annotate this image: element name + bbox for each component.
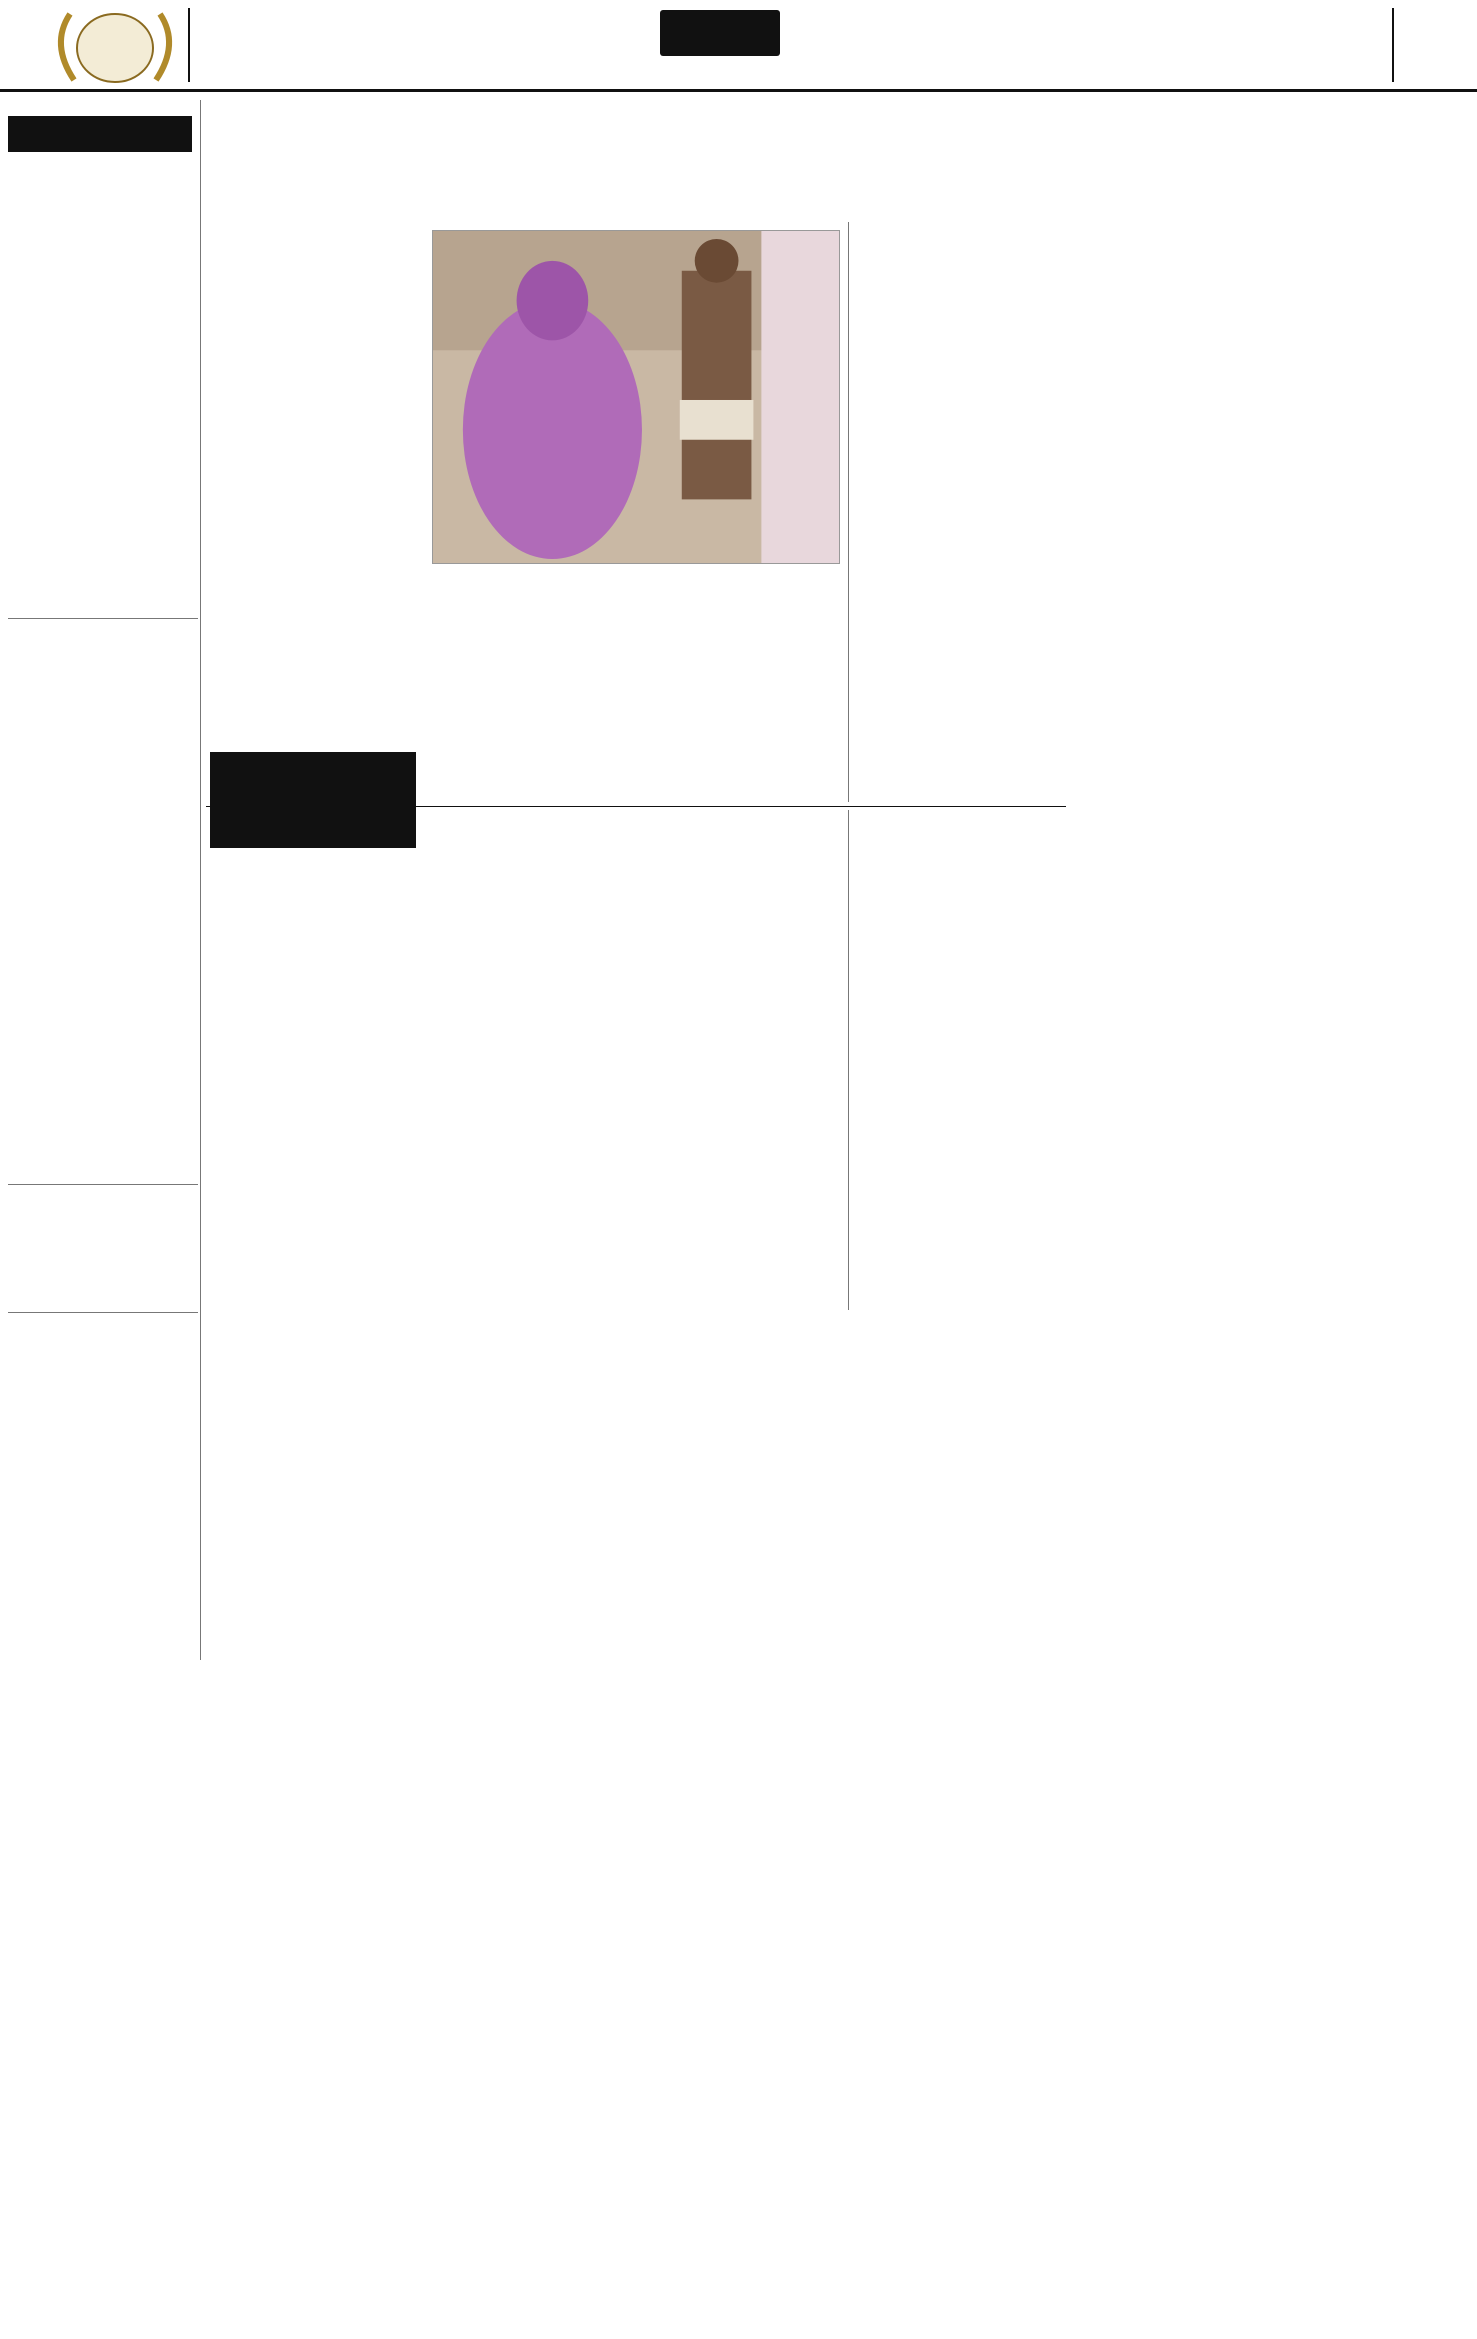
column-rule <box>200 100 201 1660</box>
wreath-icon <box>40 4 190 88</box>
column-rule <box>848 810 849 1310</box>
anniversary-logo <box>40 4 190 88</box>
page-number-divider <box>1392 8 1394 82</box>
lead-body-col3 <box>856 222 1054 800</box>
brief-4-body <box>8 1422 198 1662</box>
brief-1-body <box>8 278 198 614</box>
lead-body-col1 <box>214 248 424 800</box>
sculptor-photo <box>432 230 840 564</box>
masthead-divider <box>188 8 190 82</box>
separator <box>8 618 198 619</box>
column-rule <box>848 222 849 802</box>
minister-kicker-line1 <box>210 752 416 760</box>
minister-kicker-box <box>210 752 416 848</box>
separator <box>8 1184 198 1185</box>
anchor <box>206 806 207 807</box>
lead-body-col2 <box>432 592 632 800</box>
masthead <box>0 0 1477 92</box>
lead-body-col2b <box>640 592 840 800</box>
separator <box>8 1312 198 1313</box>
sculptor-image <box>433 231 839 563</box>
brief-2-body <box>8 712 198 1180</box>
brief-kicker <box>8 116 192 152</box>
edition-label <box>660 10 780 56</box>
spacer <box>210 858 422 859</box>
